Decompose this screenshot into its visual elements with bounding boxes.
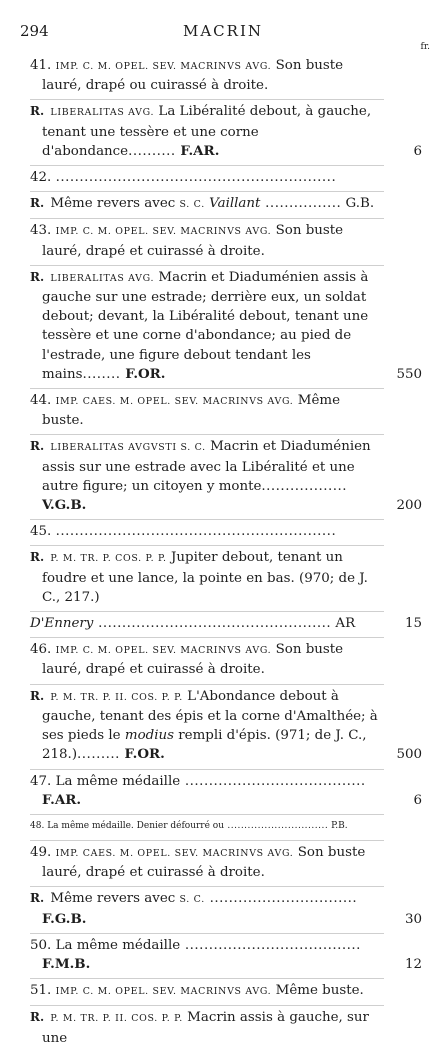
rarity-metal: F.G.B.	[42, 910, 87, 927]
rarity-metal: F.AR.	[175, 142, 220, 159]
dot-leader: ................	[260, 196, 342, 212]
entry-separator	[30, 974, 384, 979]
description-text: L'Abondance debout à gauche, tenant des épis et la corne d'Amalthée; à ses pieds le	[42, 688, 378, 744]
catalogue-entry	[30, 640, 422, 679]
catalogue-entry	[30, 268, 422, 384]
entry-separator	[30, 1001, 384, 1006]
entry-number: 42.	[30, 170, 52, 186]
catalogue-entry	[30, 522, 422, 541]
entry-separator	[30, 430, 384, 435]
dot-leader: ..................	[261, 478, 348, 494]
price-value: 30	[404, 911, 422, 927]
reverse-marker: R.	[30, 891, 45, 906]
price-value: 6	[413, 143, 422, 159]
catalogue-entry	[30, 437, 422, 515]
reverse-marker: R.	[30, 1010, 45, 1025]
dot-leader: .........	[77, 747, 120, 763]
entry-number: 43.	[30, 223, 52, 239]
catalogue-entry	[30, 936, 422, 974]
entry-separator	[30, 384, 384, 389]
price-value: 500	[396, 747, 422, 763]
entry-number: 49.	[30, 844, 52, 860]
entry-separator	[30, 214, 384, 219]
dot-leader: ...........................................................	[55, 524, 337, 540]
coin-legend: LIBERALITAS AVG.	[50, 107, 155, 119]
reverse-marker: R.	[30, 439, 45, 454]
price-value: 6	[413, 792, 422, 808]
coin-legend: S. C.	[179, 894, 205, 906]
entry-separator	[30, 261, 384, 266]
catalogue-entry	[30, 102, 422, 161]
price-value: 200	[396, 498, 422, 514]
entry-separator	[30, 765, 384, 770]
catalogue-entry	[30, 772, 422, 810]
catalogue-entry	[30, 687, 422, 765]
price-value: 550	[396, 366, 422, 382]
reverse-marker: R.	[30, 104, 45, 119]
reverse-marker: R.	[30, 550, 45, 565]
coin-legend: LIBERALITAS AVGVSTI S. C.	[50, 442, 206, 454]
description-text: Son buste lauré, drapé et cuirassé à droite.	[42, 223, 344, 259]
catalogue-entry	[30, 843, 422, 882]
catalogue-entry	[30, 981, 422, 1001]
entry-number: 44.	[30, 393, 52, 409]
description-text: rempli d'épis. (971; de J. C., 218.)	[42, 728, 367, 763]
dot-leader: ...............................	[204, 891, 358, 907]
coin-legend: IMP. C. M. OPEL. SEV. MACRINVS AVG.	[55, 61, 272, 72]
entry-separator	[30, 836, 384, 841]
coin-legend: P. M. TR. P. II. COS. P. P.	[50, 691, 183, 703]
description-text: La Libéralité debout, à gauche, tenant une tessère et une corne d'abondance	[42, 104, 372, 159]
dot-leader: ......................................	[180, 773, 366, 789]
description-text: Son buste lauré, drapé ou cuirassé à droite.	[42, 58, 344, 94]
description-text: Même revers avec	[50, 196, 180, 212]
description-text: La même médaille	[55, 937, 181, 953]
entry-separator	[30, 515, 384, 520]
dot-leader: ...........................................................	[55, 170, 337, 186]
catalogue-entry	[30, 221, 422, 260]
running-title: MACRIN	[182, 22, 263, 40]
price-value: 15	[404, 616, 422, 632]
coin-legend: LIBERALITAS AVG.	[50, 272, 155, 284]
reverse-marker: R.	[30, 269, 45, 284]
catalogue-entry	[30, 1008, 422, 1047]
rarity-metal: V.G.B.	[42, 497, 87, 514]
entry-separator	[30, 541, 384, 546]
dot-leader: .................................................	[93, 616, 332, 632]
description-text: Macrin et Diaduménien assis à gauche sur une estrade; derrière eux, un soldat debout; devant, la Libéralité debout, tenant une tessère et une corne d'abondance; au pied de l'estrade, une figure debout tendant les mains	[42, 269, 369, 382]
description-text: Son buste lauré, drapé et cuirassé à droite.	[42, 642, 344, 678]
dot-leader: ........	[82, 366, 121, 382]
dot-leader: ..........	[128, 143, 176, 159]
description-text: AR	[331, 616, 356, 632]
entry-separator	[30, 161, 384, 166]
description-text: Même buste.	[42, 393, 341, 429]
coin-legend: P. M. TR. P. II. COS. P. P.	[50, 1013, 183, 1025]
page-number: 294	[20, 22, 49, 40]
catalogue-entry	[30, 889, 422, 928]
entry-separator	[30, 810, 384, 815]
entry-number: 41.	[30, 58, 52, 73]
catalogue-entry	[30, 548, 422, 607]
description-text: La même médaille. Denier défourré ou	[47, 820, 225, 831]
description-text: Son buste lauré, drapé et cuirassé à droite.	[42, 844, 366, 881]
italic-text: Vaillant	[204, 196, 261, 212]
reverse-marker: R.	[30, 196, 45, 211]
coin-legend: IMP. C. M. OPEL. SEV. MACRINVS AVG.	[55, 645, 272, 657]
entry-number: 45.	[30, 524, 52, 540]
catalogue-entry	[30, 56, 422, 95]
coin-legend: IMP. C. M. OPEL. SEV. MACRINVS AVG.	[55, 226, 272, 238]
entry-number: 50.	[30, 937, 52, 953]
entry-number: 46.	[30, 642, 52, 658]
catalogue-entry	[30, 817, 422, 836]
catalogue-entry	[30, 168, 422, 187]
entry-separator	[30, 187, 384, 192]
description-text: G.B.	[341, 196, 375, 212]
catalogue-entry	[30, 614, 422, 633]
page-header	[20, 22, 430, 52]
italic-text: modius	[124, 728, 174, 744]
coin-legend: IMP. CAES. M. OPEL. SEV. MACRINVS AVG.	[55, 396, 294, 408]
description-text: P.B.	[328, 820, 348, 831]
catalogue-entry	[30, 194, 422, 214]
entry-separator	[30, 607, 384, 612]
dot-leader: ..............................	[224, 820, 329, 831]
description-text: Macrin assis à gauche, sur une	[42, 1010, 369, 1046]
rarity-metal: F.OR.	[120, 365, 166, 382]
description-text: Même revers avec	[50, 891, 180, 907]
entry-separator	[30, 95, 384, 100]
coin-legend: IMP. CAES. M. OPEL. SEV. MACRINVS AVG.	[55, 847, 294, 859]
dot-leader: .....................................	[180, 937, 361, 953]
currency-note: fr.	[420, 42, 430, 52]
entry-separator	[30, 929, 384, 934]
rarity-metal: F.AR.	[42, 791, 82, 808]
reverse-marker: R.	[30, 688, 45, 703]
entry-separator	[30, 680, 384, 685]
entry-list	[30, 56, 422, 1048]
entry-separator	[30, 633, 384, 638]
price-value: 12	[404, 956, 422, 972]
entry-separator	[30, 882, 384, 887]
catalogue-entry	[30, 391, 422, 430]
rarity-metal: F.OR.	[119, 746, 165, 763]
entry-number: 48.	[30, 820, 45, 831]
description-text: La même médaille	[55, 773, 181, 789]
entry-number: 47.	[30, 773, 52, 789]
description-text: Macrin et Diaduménien assis sur une estrade avec la Libéralité et une autre figure; un citoyen y monte	[42, 439, 371, 494]
italic-text: D'Ennery	[30, 616, 94, 632]
description-text: Jupiter debout, tenant un foudre et une lance, la pointe en bas. (970; de J. C., 217.)	[42, 550, 368, 605]
rarity-metal: F.M.B.	[42, 955, 91, 972]
coin-legend: P. M. TR. P. COS. P. P.	[50, 553, 167, 565]
description-text: Même buste.	[271, 983, 364, 999]
coin-legend: S. C.	[179, 199, 205, 211]
coin-legend: IMP. C. M. OPEL. SEV. MACRINVS AVG.	[55, 986, 272, 998]
entry-number: 51.	[30, 983, 52, 999]
